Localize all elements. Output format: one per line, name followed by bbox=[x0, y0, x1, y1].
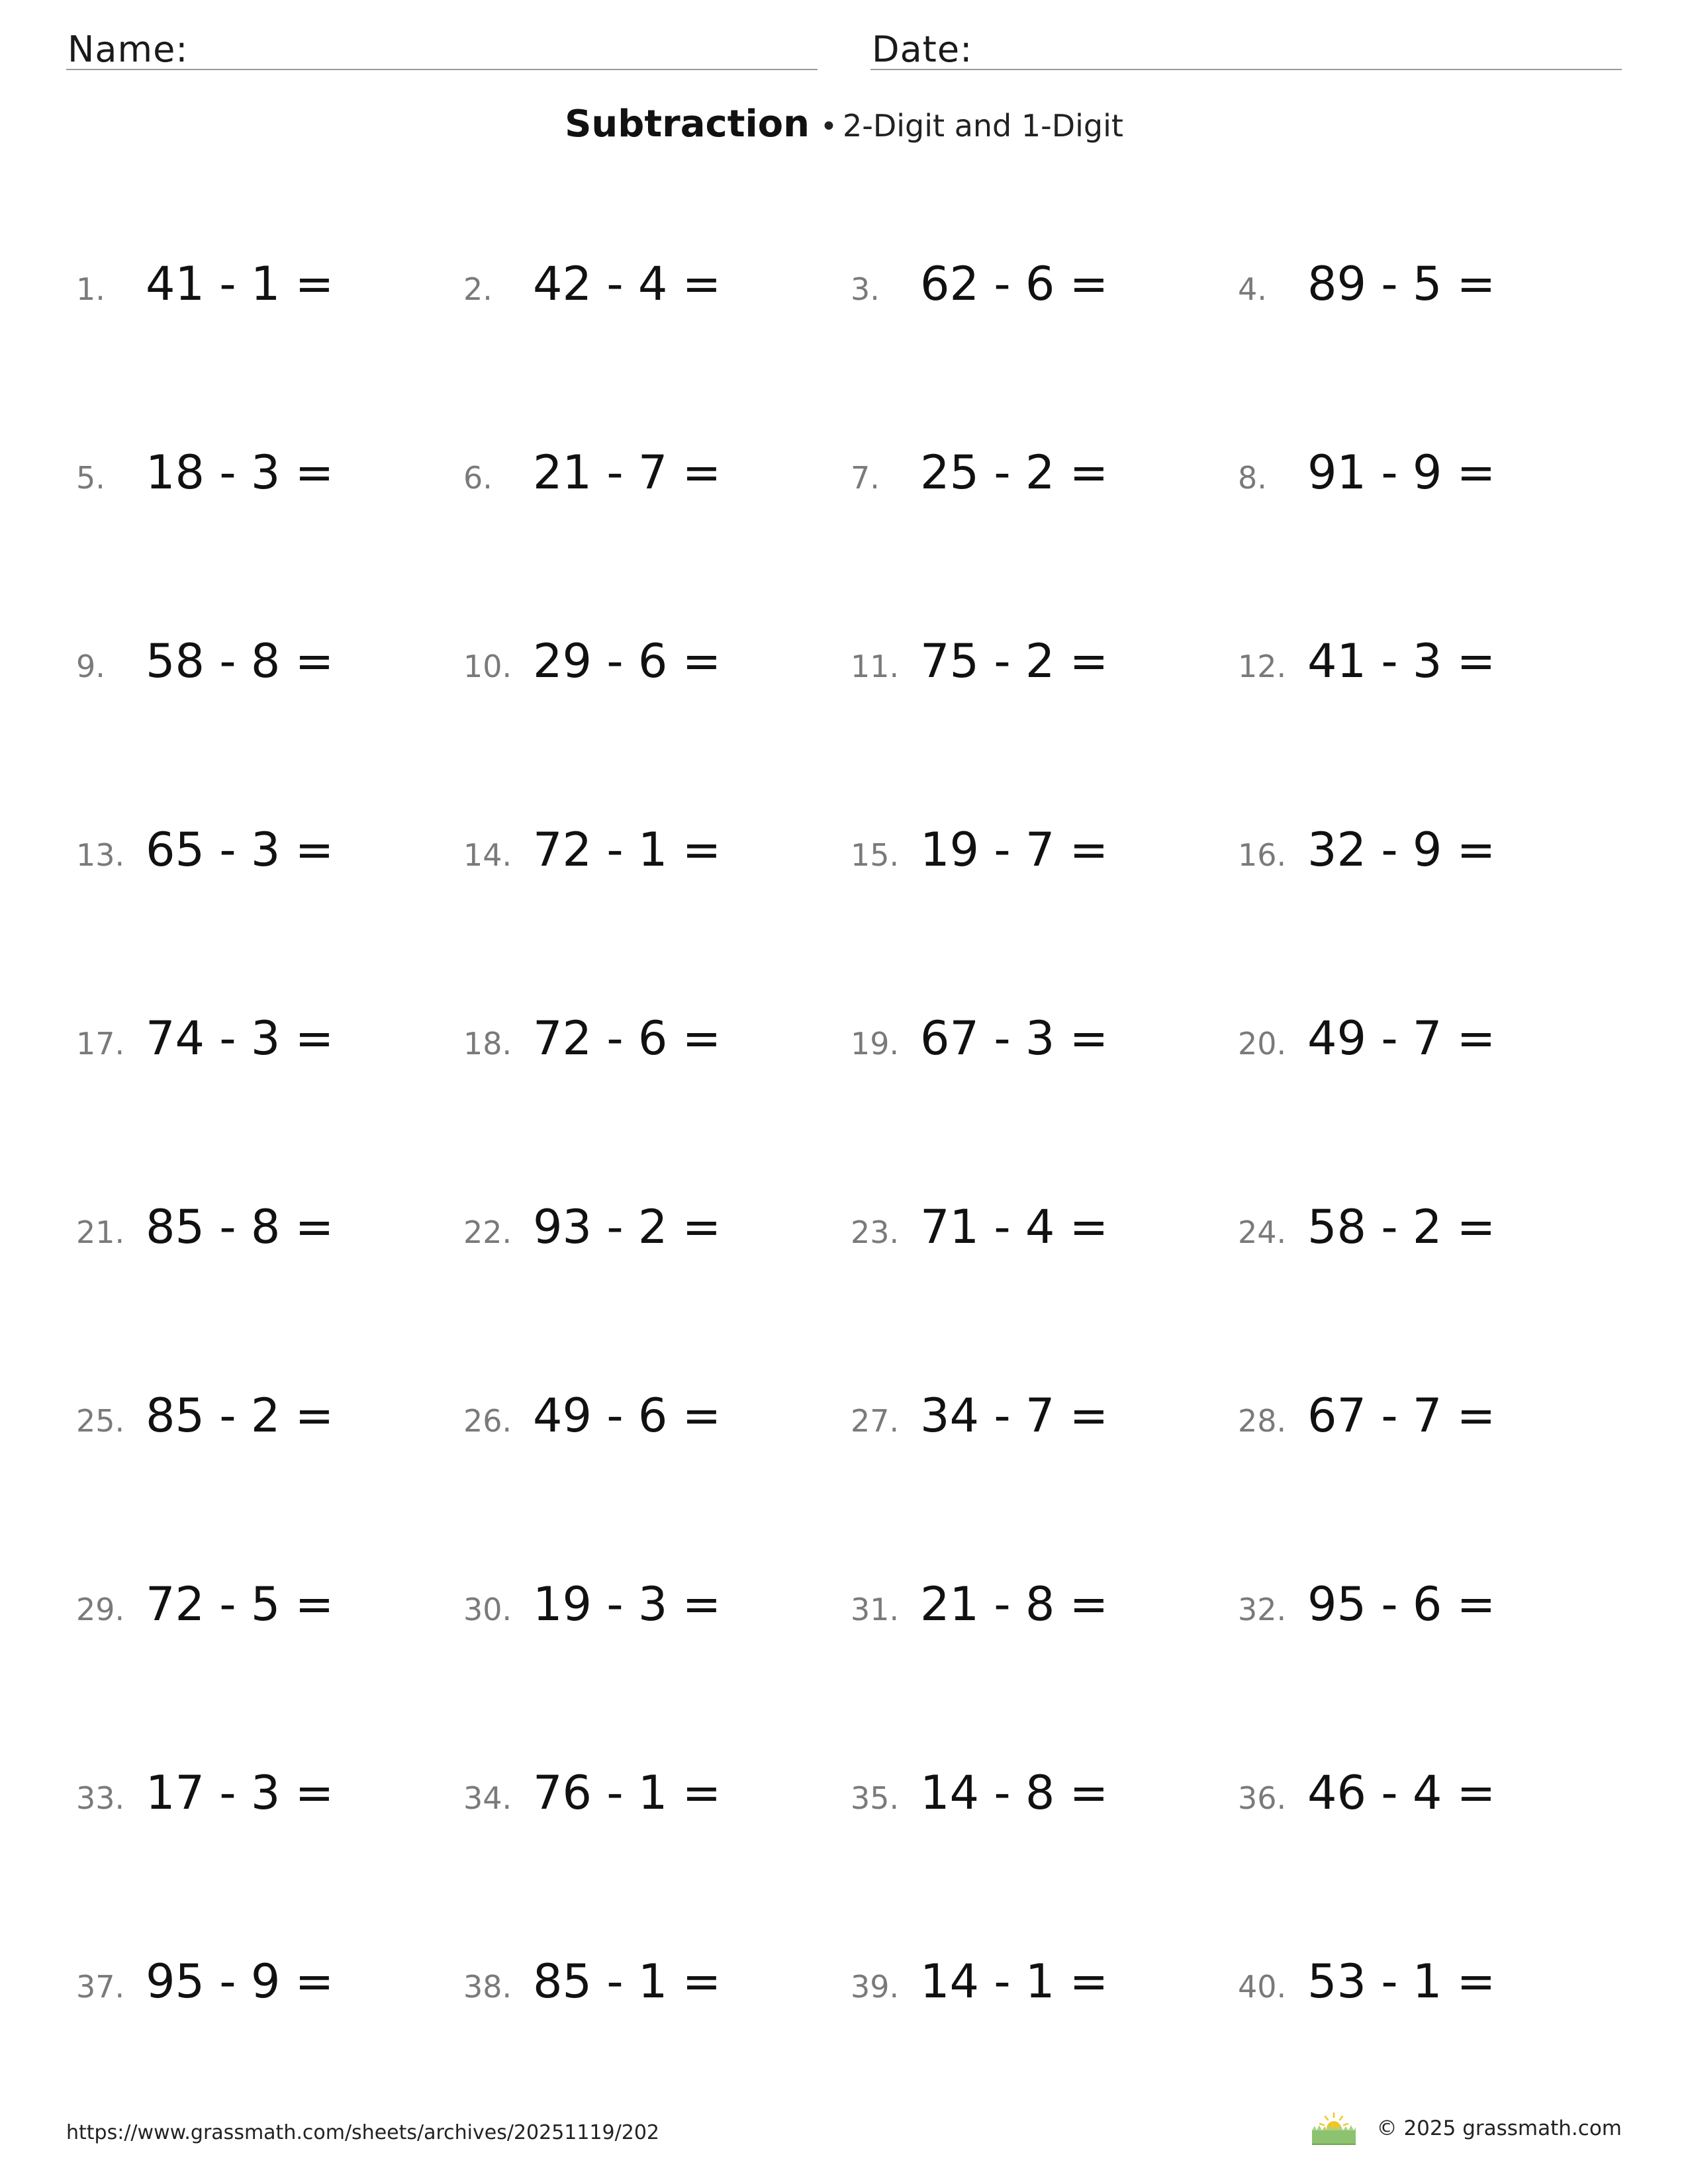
problem-number: 37. bbox=[76, 1969, 125, 2005]
problem-item bbox=[851, 1388, 1221, 1448]
problem-item bbox=[851, 445, 1221, 505]
problem-expression: 21 - 7 = bbox=[533, 445, 722, 500]
problem-expression: 91 - 9 = bbox=[1307, 445, 1496, 500]
problem-expression: 95 - 9 = bbox=[146, 1954, 334, 2009]
date-label: Date: bbox=[872, 28, 973, 70]
problem-expression: 46 - 4 = bbox=[1307, 1766, 1496, 1820]
problem-number: 36. bbox=[1238, 1780, 1287, 1816]
problem-item bbox=[1238, 1388, 1609, 1448]
problem-number: 17. bbox=[76, 1026, 125, 1062]
problem-item bbox=[463, 1954, 834, 2014]
problem-number: 23. bbox=[851, 1214, 900, 1250]
problem-expression: 25 - 2 = bbox=[920, 445, 1109, 500]
problem-number: 35. bbox=[851, 1780, 900, 1816]
problem-expression: 95 - 6 = bbox=[1307, 1577, 1496, 1631]
problem-item bbox=[1238, 634, 1609, 694]
problem-expression: 49 - 7 = bbox=[1307, 1011, 1496, 1066]
problem-expression: 65 - 3 = bbox=[146, 823, 334, 877]
problem-item bbox=[76, 1200, 447, 1259]
problem-item bbox=[1238, 823, 1609, 882]
problem-expression: 85 - 1 = bbox=[533, 1954, 722, 2009]
problem-item bbox=[851, 634, 1221, 694]
problem-expression: 58 - 8 = bbox=[146, 634, 334, 688]
problem-item bbox=[76, 1011, 447, 1071]
problem-item bbox=[851, 1954, 1221, 2014]
footer-copyright: © 2025 grassmath.com bbox=[1376, 2116, 1622, 2140]
problem-item bbox=[463, 1200, 834, 1259]
problem-number: 9. bbox=[76, 649, 105, 684]
title-subtitle: 2-Digit and 1-Digit bbox=[842, 108, 1123, 144]
problem-item bbox=[463, 1388, 834, 1448]
problem-item bbox=[851, 1200, 1221, 1259]
problem-expression: 67 - 3 = bbox=[920, 1011, 1109, 1066]
problem-expression: 41 - 1 = bbox=[146, 257, 334, 311]
problem-expression: 58 - 2 = bbox=[1307, 1200, 1496, 1254]
problem-number: 12. bbox=[1238, 649, 1287, 684]
problem-item bbox=[463, 1577, 834, 1637]
problem-item bbox=[76, 445, 447, 505]
problem-item bbox=[1238, 1577, 1609, 1637]
problem-item bbox=[1238, 1011, 1609, 1071]
problem-expression: 29 - 6 = bbox=[533, 634, 722, 688]
title-main: Subtraction bbox=[565, 103, 810, 146]
problem-number: 6. bbox=[463, 460, 492, 496]
problem-expression: 14 - 1 = bbox=[920, 1954, 1109, 2009]
problem-expression: 62 - 6 = bbox=[920, 257, 1109, 311]
problem-number: 20. bbox=[1238, 1026, 1287, 1062]
problem-number: 10. bbox=[463, 649, 512, 684]
grass-sun-logo-icon bbox=[1311, 2111, 1357, 2146]
problem-item bbox=[76, 634, 447, 694]
problem-number: 30. bbox=[463, 1592, 512, 1627]
problem-expression: 75 - 2 = bbox=[920, 634, 1109, 688]
problem-number: 38. bbox=[463, 1969, 512, 2005]
problem-item bbox=[1238, 1954, 1609, 2014]
problem-item bbox=[1238, 445, 1609, 505]
problem-expression: 41 - 3 = bbox=[1307, 634, 1496, 688]
problem-number: 16. bbox=[1238, 837, 1287, 873]
problem-expression: 19 - 3 = bbox=[533, 1577, 722, 1631]
problem-number: 25. bbox=[76, 1403, 125, 1439]
problem-number: 26. bbox=[463, 1403, 512, 1439]
problem-number: 28. bbox=[1238, 1403, 1287, 1439]
problem-expression: 89 - 5 = bbox=[1307, 257, 1496, 311]
problem-number: 40. bbox=[1238, 1969, 1287, 2005]
problem-number: 39. bbox=[851, 1969, 900, 2005]
title-separator: • bbox=[820, 110, 837, 144]
problem-number: 3. bbox=[851, 271, 880, 307]
problem-item bbox=[76, 1388, 447, 1448]
problem-number: 34. bbox=[463, 1780, 512, 1816]
problem-item bbox=[851, 1577, 1221, 1637]
problem-expression: 85 - 8 = bbox=[146, 1200, 334, 1254]
problem-expression: 74 - 3 = bbox=[146, 1011, 334, 1066]
problem-item bbox=[76, 1766, 447, 1825]
name-label: Name: bbox=[68, 28, 189, 70]
problem-expression: 72 - 1 = bbox=[533, 823, 722, 877]
problem-number: 15. bbox=[851, 837, 900, 873]
problem-number: 5. bbox=[76, 460, 105, 496]
problem-expression: 49 - 6 = bbox=[533, 1388, 722, 1443]
problem-number: 27. bbox=[851, 1403, 900, 1439]
problem-expression: 32 - 9 = bbox=[1307, 823, 1496, 877]
problem-number: 2. bbox=[463, 271, 492, 307]
problem-expression: 72 - 5 = bbox=[146, 1577, 334, 1631]
problem-expression: 72 - 6 = bbox=[533, 1011, 722, 1066]
problem-item bbox=[851, 257, 1221, 316]
problem-item bbox=[463, 445, 834, 505]
problem-number: 24. bbox=[1238, 1214, 1287, 1250]
problem-number: 29. bbox=[76, 1592, 125, 1627]
problem-number: 21. bbox=[76, 1214, 125, 1250]
problem-item bbox=[76, 1577, 447, 1637]
problem-number: 32. bbox=[1238, 1592, 1287, 1627]
problem-expression: 18 - 3 = bbox=[146, 445, 334, 500]
problem-item bbox=[463, 823, 834, 882]
problem-item bbox=[76, 1954, 447, 2014]
problem-expression: 53 - 1 = bbox=[1307, 1954, 1496, 2009]
problem-number: 11. bbox=[851, 649, 900, 684]
problem-number: 4. bbox=[1238, 271, 1267, 307]
problem-expression: 85 - 2 = bbox=[146, 1388, 334, 1443]
problem-item bbox=[851, 1766, 1221, 1825]
footer-url: https://www.grassmath.com/sheets/archives/20251119/202 bbox=[66, 2121, 660, 2144]
problem-expression: 14 - 8 = bbox=[920, 1766, 1109, 1820]
problem-expression: 42 - 4 = bbox=[533, 257, 722, 311]
problem-number: 7. bbox=[851, 460, 880, 496]
problem-number: 8. bbox=[1238, 460, 1267, 496]
problem-expression: 93 - 2 = bbox=[533, 1200, 722, 1254]
problem-number: 18. bbox=[463, 1026, 512, 1062]
problem-item bbox=[851, 1011, 1221, 1071]
problem-expression: 21 - 8 = bbox=[920, 1577, 1109, 1631]
problem-expression: 76 - 1 = bbox=[533, 1766, 722, 1820]
problem-item bbox=[1238, 257, 1609, 316]
problem-number: 14. bbox=[463, 837, 512, 873]
problem-item bbox=[76, 257, 447, 316]
problem-number: 1. bbox=[76, 271, 105, 307]
problem-item bbox=[76, 823, 447, 882]
problem-number: 31. bbox=[851, 1592, 900, 1627]
problem-number: 22. bbox=[463, 1214, 512, 1250]
problem-item bbox=[463, 257, 834, 316]
footer-brand bbox=[1311, 2109, 1622, 2148]
problem-item bbox=[463, 634, 834, 694]
problem-number: 13. bbox=[76, 837, 125, 873]
problem-expression: 34 - 7 = bbox=[920, 1388, 1109, 1443]
problem-expression: 19 - 7 = bbox=[920, 823, 1109, 877]
problem-item bbox=[851, 823, 1221, 882]
problem-expression: 17 - 3 = bbox=[146, 1766, 334, 1820]
problem-item bbox=[1238, 1200, 1609, 1259]
problem-expression: 67 - 7 = bbox=[1307, 1388, 1496, 1443]
problem-expression: 71 - 4 = bbox=[920, 1200, 1109, 1254]
problem-number: 33. bbox=[76, 1780, 125, 1816]
problem-item bbox=[463, 1011, 834, 1071]
problem-item bbox=[463, 1766, 834, 1825]
problem-item bbox=[1238, 1766, 1609, 1825]
problem-number: 19. bbox=[851, 1026, 900, 1062]
